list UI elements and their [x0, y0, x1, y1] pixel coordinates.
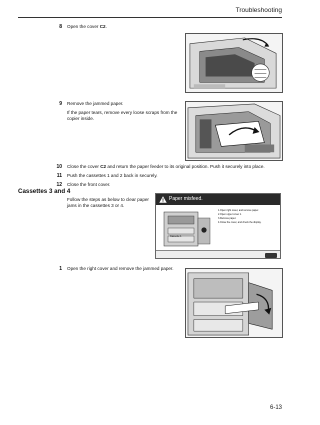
- panel-button: [265, 253, 277, 258]
- step-9-line3: copier inside.: [67, 115, 95, 121]
- step-8-illustration: [185, 33, 283, 93]
- section-intro-line2: jams in the cassettes 3 or 4.: [67, 202, 125, 208]
- cassette-step-1-illustration: [185, 268, 283, 338]
- step-9-number: 9: [59, 101, 62, 107]
- panel-message: Paper misfeed.: [169, 196, 203, 203]
- panel-instruction-2: 2.Open upper cover 1.: [218, 213, 242, 216]
- cassette-step-1-number: 1: [59, 266, 62, 272]
- step-11-number: 11: [56, 173, 62, 179]
- section-heading: Cassettes 3 and 4: [18, 188, 71, 195]
- step-10-text: [67, 164, 283, 170]
- panel-instruction-3: 3.Remove paper.: [218, 217, 237, 220]
- step-9-line2: If the paper tears, remove every loose scraps from the: [67, 109, 178, 115]
- step-12-number: 12: [56, 182, 62, 188]
- step-9-text: [67, 101, 182, 121]
- panel-callout: Cassette 1: [170, 235, 182, 238]
- copier-diagram: [160, 208, 214, 248]
- step-9-line1: Remove the jammed paper.: [67, 101, 124, 106]
- operation-panel-display: [155, 193, 281, 259]
- header-title: Troubleshooting: [235, 7, 282, 14]
- step-10-number: 10: [56, 164, 62, 170]
- panel-footer: [156, 250, 280, 258]
- page-number: 6-13: [269, 405, 282, 411]
- step-12-text: Close the front cover.: [67, 182, 111, 187]
- step-8-text-a: Open the cover: [67, 24, 100, 29]
- step-10-text-b: and return the paper feeder to its original position. Push it securely into place.: [106, 164, 265, 169]
- warning-icon: [159, 196, 167, 203]
- step-8-text-b: .: [105, 24, 107, 29]
- header-rule: [18, 17, 282, 18]
- step-10-text-a: Close the cover: [67, 164, 101, 169]
- step-9-illustration: [185, 101, 283, 161]
- panel-instruction-1: 1.Open right cover, and remove paper.: [218, 209, 259, 212]
- cassette-step-1-text: Open the right cover and remove the jammed paper.: [67, 266, 174, 271]
- step-8-cover-label: C2: [99, 24, 106, 29]
- section-intro: [67, 197, 155, 209]
- step-8-text: [67, 24, 157, 30]
- panel-instruction-4: 4.Close the cover, and check the display.: [218, 221, 262, 224]
- step-10-cover-label: C2: [100, 164, 107, 169]
- step-11-text: Push the cassettes 1 and 2 back in securely.: [67, 173, 158, 178]
- panel-title-bar: [156, 194, 280, 205]
- section-intro-line1: Follow the steps as below to clear paper: [67, 197, 149, 202]
- step-8-number: 8: [59, 24, 62, 30]
